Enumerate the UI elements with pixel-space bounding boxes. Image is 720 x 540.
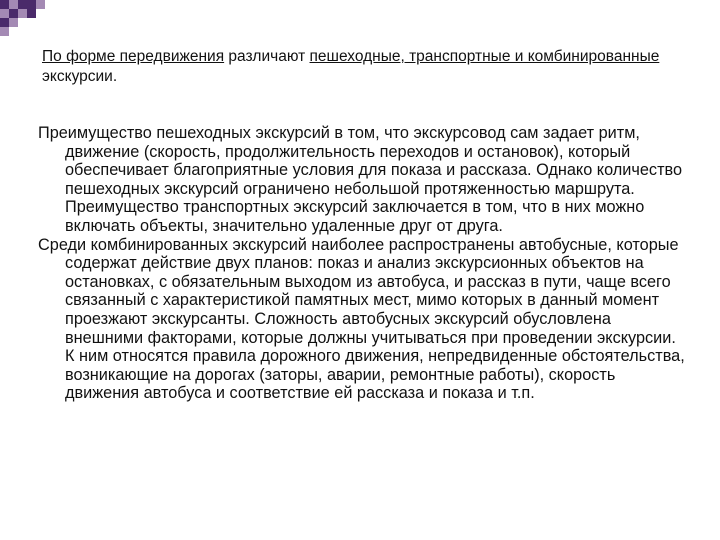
deco-square xyxy=(9,0,18,9)
deco-square xyxy=(27,0,36,9)
corner-checker-decoration xyxy=(0,0,60,40)
intro-underlined-term: По форме передвижения xyxy=(42,48,225,65)
body-text xyxy=(38,124,686,403)
paragraph-walking-transport: Преимущество пешеходных экскурсий в том, что экскурсовод сам задает ритм, движение (скорость, продолжительность переходов и остановок), который обеспечивает благоприятные условия для показа и рассказа. Однако количество пешеходных экскурсий ограничено небольшой протяженностью маршрута. Преимущество транспортных экскурсий заключается в том, что в них можно включать объекты, значительно удаленные друг от друга. xyxy=(38,124,683,235)
intro-text: различают xyxy=(224,48,310,65)
deco-square xyxy=(36,0,45,9)
deco-square xyxy=(18,0,27,9)
deco-square xyxy=(0,9,9,18)
deco-square xyxy=(27,9,36,18)
deco-square xyxy=(18,9,27,18)
paragraph-combined: Среди комбинированных экскурсий наиболее распространены автобусные, которые содержат действие двух планов: показ и анализ экскурсионных объектов на остановках, с обязательным выходом из автобуса, и рассказ в пути, чаще всего связанный с характеристикой памятных мест, мимо которых в данный момент проезжают экскурсанты. Сложность автобусных экскурсий обусловлена внешними факторами, которые должны учитываться при проведении экскурсии. К ним относятся правила дорожного движения, непредвиденные обстоятельства, возникающие на дорогах (заторы, аварии, ремонтные работы), скорость движения автобуса и соответствие ей рассказа и показа и т.п. xyxy=(38,235,685,403)
deco-square xyxy=(9,18,18,27)
deco-square xyxy=(0,27,9,36)
intro-text-end: экскурсии. xyxy=(42,68,118,85)
intro-line xyxy=(42,47,682,87)
deco-square xyxy=(0,18,9,27)
deco-square xyxy=(9,9,18,18)
intro-underlined-types: пешеходные, транспортные и комбинированные xyxy=(309,48,660,65)
deco-square xyxy=(0,0,9,9)
